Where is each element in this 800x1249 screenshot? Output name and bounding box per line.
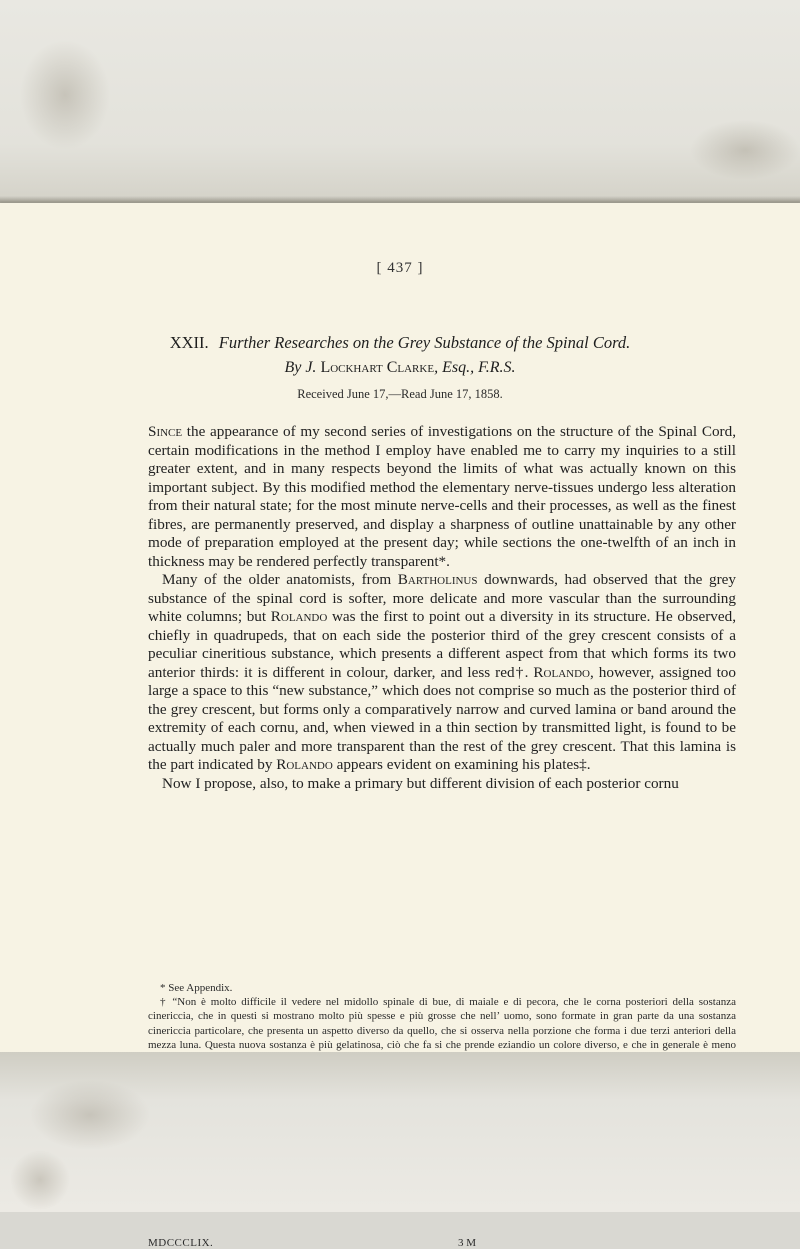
author-suffix: , Esq., F.R.S. bbox=[434, 359, 516, 376]
paragraph-3: Now I propose, also, to make a primary but different division of each posterior cornu bbox=[162, 774, 679, 792]
person-name: Rolando bbox=[276, 756, 333, 773]
page-number: [ 437 ] bbox=[376, 260, 424, 276]
paragraph-1 bbox=[148, 423, 736, 571]
article-title: Further Researches on the Grey Substance of the Spinal Cord. bbox=[218, 333, 631, 352]
author-name: Lockhart Clarke bbox=[320, 359, 435, 376]
paragraph-2 bbox=[148, 571, 736, 775]
received-date: Received June 17,—Read June 17, 1858. bbox=[297, 387, 503, 401]
signature-mark: 3 M bbox=[458, 1237, 477, 1249]
paragraph-1-text: the appearance of my second series of investigations on the structure of the Spinal Cord, certain modifications in the method I employ have enabled me to carry my inquiries to a still greater extent, and in many respects beyond the limits of what was actually known on this important subject. By this modified method the elementary nerve-tissues undergo less alteration from their natural state; for the most minute nerve-cells and their processes, as well as the finest fibres, are permanently preserved, and display a sharpness of outline unattainable by any other mode of preparation employed at the present day; while sections the one-twelfth of an inch in thickness may be rendered perfectly transparent*. bbox=[148, 423, 736, 570]
paper-stain bbox=[10, 1150, 70, 1210]
person-name: Rolando bbox=[270, 608, 328, 625]
drop-lead-word: Since bbox=[148, 423, 183, 440]
paragraph-2-text: was the first to point out a diversity in its structure. He observed, chiefly in quadrupeds, that on each side the posterior third of the grey crescent consists of a peculiar cineritious substance, which presents a different aspect from that which forms its two anterior thirds: it is different in colour, darker, and less red†. bbox=[148, 608, 736, 681]
paragraph-2-text: Many of the older anatomists, from bbox=[162, 571, 398, 588]
person-name: Rolando bbox=[533, 663, 590, 681]
paper-stain bbox=[20, 40, 110, 150]
article-heading bbox=[75, 333, 725, 353]
paragraph-2-text: appears evident on examining his plates‡. bbox=[332, 756, 591, 773]
paragraph-2-text: downwards, had observed that the grey substance of the spinal cord is softer, more delicate and more vascular than the surrounding white columns; but bbox=[148, 571, 737, 625]
document-page bbox=[0, 203, 800, 1249]
article-number: XXII. bbox=[169, 333, 209, 352]
scan-background-top bbox=[0, 0, 800, 205]
person-name: Bartholinus bbox=[397, 571, 478, 588]
footnote-star: * See Appendix. bbox=[160, 982, 233, 994]
paper-stain bbox=[30, 1080, 150, 1150]
author-prefix: By J. bbox=[284, 359, 317, 376]
article-author bbox=[75, 359, 725, 377]
paragraph-2-text: , however, assigned too large a space to this “new substance,” which does not comprise so much as the posterior third of the grey crescent, but forms only a comparatively narrow and curved lamina or band around the extremity of each cornu, and, when viewed in a thin section by transmitted light, is found to be actually much paler and more transparent than the rest of the grey crescent. That this lamina is the part indicated by bbox=[148, 663, 736, 773]
paper-stain bbox=[690, 120, 800, 180]
article-body bbox=[148, 423, 736, 793]
footer-year: MDCCCLIX. bbox=[148, 1237, 214, 1249]
footnote-dagger-text: † “Non è molto difficile il vedere nel midollo spinale di bue, di maiale e di pecora, che le corna posteriori della sostanza cinericcia, che in questi si mostrano molto più spesse e più grosse che nell’ uomo, sono formate in gran parte da una sostanza cinericcia particolare, che presenta un aspetto diverso da quello, che si osserva nella porzione che forma i due terzi anteriori della mezza luna. Questa nuova sostanza è più gelatinosa, ciò che fa si che prende eziandio un colore diverso, e che in generale è meno bbox=[148, 996, 736, 1051]
